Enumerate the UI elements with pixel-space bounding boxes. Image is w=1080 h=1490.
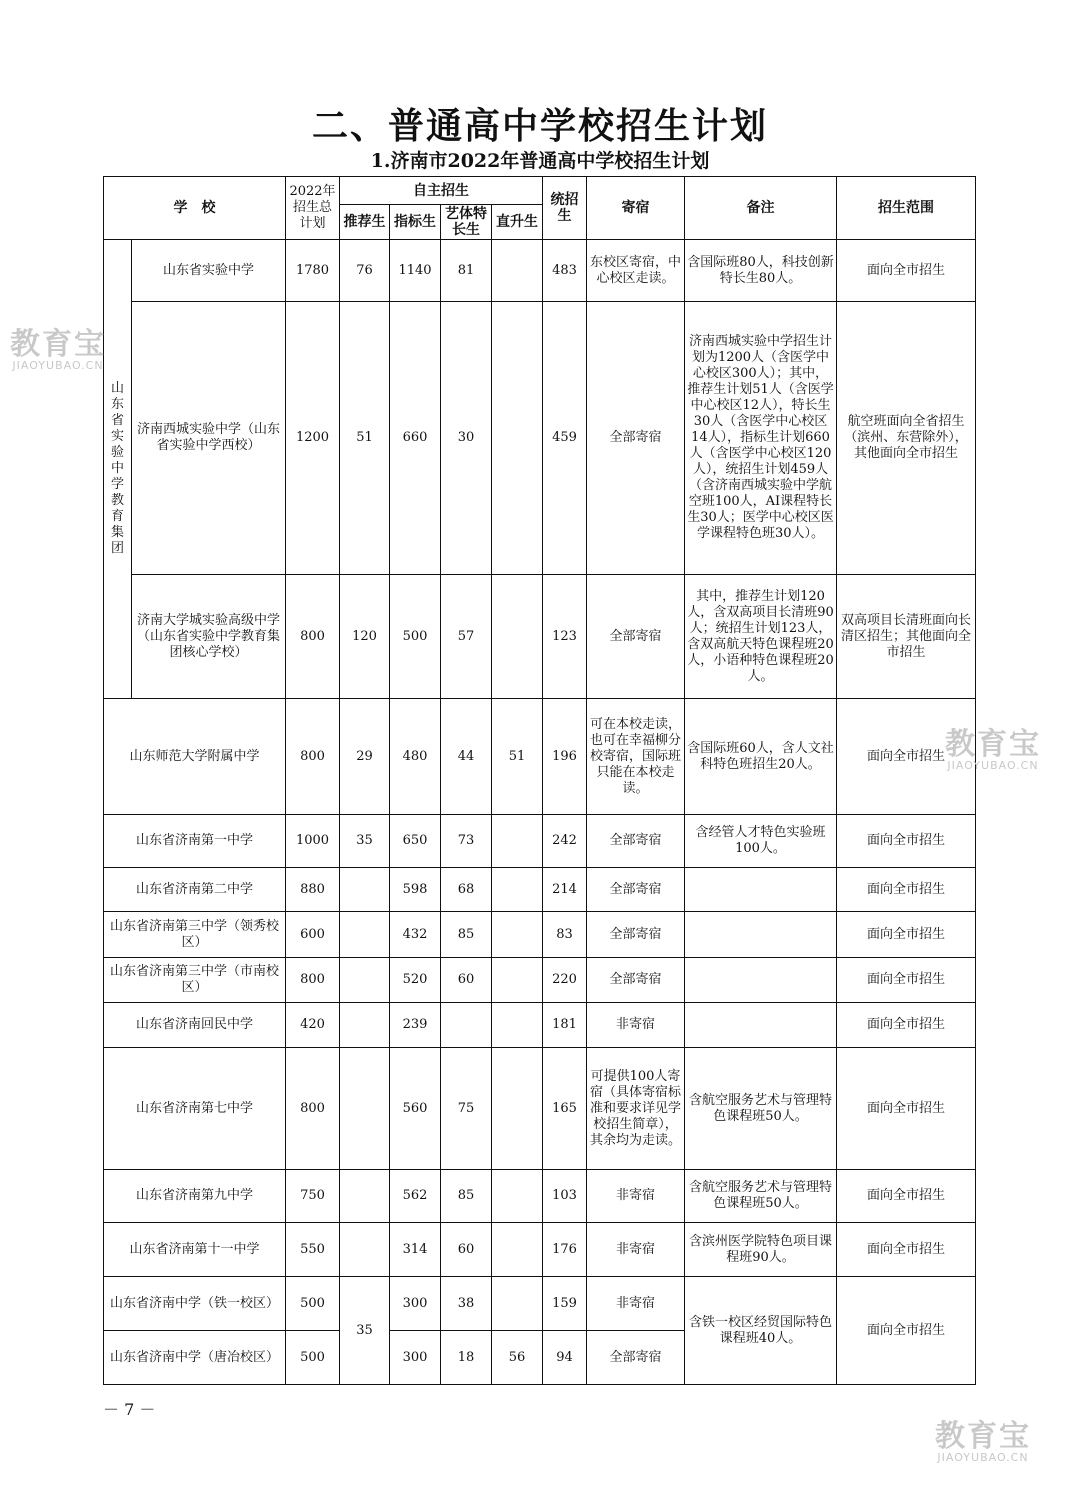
table-row — [104, 240, 976, 302]
dorm-cell: 东校区寄宿，中心校区走读。 — [587, 240, 685, 302]
watermark-domain: JIAOYUBAO.CN — [947, 759, 1039, 772]
quota-cell: 520 — [390, 958, 441, 1003]
dorm-cell: 全部寄宿 — [587, 302, 685, 575]
school-name: 济南大学城实验高级中学（山东省实验中学教育集团核心学校） — [132, 575, 286, 699]
header-recommend: 推荐生 — [340, 205, 390, 240]
school-name: 山东省济南第三中学（市南校区） — [104, 958, 286, 1003]
total-cell: 500 — [286, 1331, 340, 1385]
header-scope: 招生范围 — [837, 177, 976, 240]
dorm-cell: 可提供100人寄宿（具体寄宿标准和要求详见学校招生简章），其余均为走读。 — [587, 1048, 685, 1170]
unified-cell: 103 — [543, 1170, 587, 1223]
scope-cell: 面向全市招生 — [837, 240, 976, 302]
table-row — [104, 1223, 976, 1277]
recommend-cell — [340, 1003, 390, 1048]
table-row — [104, 1003, 976, 1048]
header-autonomous: 自主招生 — [340, 177, 543, 205]
total-cell: 1780 — [286, 240, 340, 302]
quota-cell: 480 — [390, 699, 441, 815]
watermark — [10, 327, 106, 372]
direct-cell — [492, 912, 543, 958]
school-name: 山东省济南第三中学（领秀校区） — [104, 912, 286, 958]
direct-cell: 56 — [492, 1331, 543, 1385]
school-name: 山东师范大学附属中学 — [104, 699, 286, 815]
quota-cell: 598 — [390, 868, 441, 912]
art-cell: 18 — [441, 1331, 492, 1385]
scope-cell: 面向全市招生 — [837, 699, 976, 815]
header-art: 艺体特长生 — [441, 205, 492, 240]
note-cell — [685, 1003, 837, 1048]
scope-cell: 面向全市招生 — [837, 1170, 976, 1223]
scope-cell: 面向全市招生 — [837, 1223, 976, 1277]
dorm-cell: 非寄宿 — [587, 1223, 685, 1277]
note-cell: 含航空服务艺术与管理特色课程班50人。 — [685, 1048, 837, 1170]
quota-cell: 314 — [390, 1223, 441, 1277]
total-cell: 1200 — [286, 302, 340, 575]
recommend-cell — [340, 868, 390, 912]
watermark-brand: 教育宝 — [10, 327, 106, 362]
note-cell: 含国际班60人，含人文社科特色班招生20人。 — [685, 699, 837, 815]
recommend-cell — [340, 1223, 390, 1277]
art-cell: 44 — [441, 699, 492, 815]
quota-cell: 239 — [390, 1003, 441, 1048]
unified-cell: 83 — [543, 912, 587, 958]
page-number: － 7 － — [103, 1400, 156, 1419]
dorm-cell: 非寄宿 — [587, 1277, 685, 1331]
total-cell: 750 — [286, 1170, 340, 1223]
quota-cell: 562 — [390, 1170, 441, 1223]
art-cell: 85 — [441, 912, 492, 958]
art-cell: 60 — [441, 1223, 492, 1277]
quota-cell: 500 — [390, 575, 441, 699]
dorm-cell: 可在本校走读，也可在幸福柳分校寄宿，国际班只能在本校走读。 — [587, 699, 685, 815]
unified-cell: 214 — [543, 868, 587, 912]
unified-cell: 242 — [543, 815, 587, 868]
scope-cell: 面向全市招生 — [837, 958, 976, 1003]
unified-cell: 220 — [543, 958, 587, 1003]
total-cell: 500 — [286, 1277, 340, 1331]
total-cell: 800 — [286, 699, 340, 815]
scope-cell: 航空班面向全省招生（滨州、东营除外），其他面向全市招生 — [837, 302, 976, 575]
total-cell: 550 — [286, 1223, 340, 1277]
table-row — [104, 958, 976, 1003]
school-name: 山东省实验中学 — [132, 240, 286, 302]
total-cell: 880 — [286, 868, 340, 912]
quota-cell: 432 — [390, 912, 441, 958]
table-row — [104, 815, 976, 868]
note-cell: 含航空服务艺术与管理特色课程班50人。 — [685, 1170, 837, 1223]
table-row — [104, 868, 976, 912]
quota-cell: 300 — [390, 1331, 441, 1385]
art-cell: 38 — [441, 1277, 492, 1331]
recommend-cell — [340, 1170, 390, 1223]
scope-cell: 面向全市招生 — [837, 815, 976, 868]
unified-cell: 459 — [543, 302, 587, 575]
note-cell: 含经管人才特色实验班100人。 — [685, 815, 837, 868]
direct-cell — [492, 240, 543, 302]
direct-cell — [492, 1223, 543, 1277]
recommend-cell: 76 — [340, 240, 390, 302]
table-title: 1.济南市2022年普通高中学校招生计划 — [370, 150, 710, 172]
school-name: 山东省济南中学（铁一校区） — [104, 1277, 286, 1331]
table-row — [104, 302, 976, 575]
header-direct: 直升生 — [492, 205, 543, 240]
note-cell: 含国际班80人，科技创新特长生80人。 — [685, 240, 837, 302]
unified-cell: 165 — [543, 1048, 587, 1170]
enrollment-plan-table — [103, 176, 976, 1385]
school-name: 山东省济南中学（唐冶校区） — [104, 1331, 286, 1385]
total-cell: 420 — [286, 1003, 340, 1048]
dorm-cell: 全部寄宿 — [587, 815, 685, 868]
table-row — [104, 912, 976, 958]
header-row-1 — [104, 177, 976, 205]
watermark — [945, 727, 1041, 772]
direct-cell — [492, 1277, 543, 1331]
art-cell: 30 — [441, 302, 492, 575]
note-cell: 含铁一校区经贸国际特色课程班40人。 — [685, 1277, 837, 1385]
unified-cell: 123 — [543, 575, 587, 699]
direct-cell — [492, 868, 543, 912]
group-label: 山东省实验中学教育集团 — [110, 381, 124, 556]
dorm-cell: 全部寄宿 — [587, 868, 685, 912]
direct-cell — [492, 1003, 543, 1048]
group-label-cell — [104, 240, 132, 699]
note-cell — [685, 912, 837, 958]
table-row — [104, 1277, 976, 1331]
recommend-cell: 29 — [340, 699, 390, 815]
dorm-cell: 全部寄宿 — [587, 1331, 685, 1385]
unified-cell: 196 — [543, 699, 587, 815]
note-cell — [685, 958, 837, 1003]
scope-cell: 面向全市招生 — [837, 868, 976, 912]
art-cell: 75 — [441, 1048, 492, 1170]
header-quota: 指标生 — [390, 205, 441, 240]
total-cell: 800 — [286, 575, 340, 699]
art-cell: 85 — [441, 1170, 492, 1223]
dorm-cell: 全部寄宿 — [587, 912, 685, 958]
quota-cell: 300 — [390, 1277, 441, 1331]
art-cell — [441, 1003, 492, 1048]
scope-cell: 面向全市招生 — [837, 1048, 976, 1170]
art-cell: 60 — [441, 958, 492, 1003]
quota-cell: 650 — [390, 815, 441, 868]
recommend-cell: 35 — [340, 1277, 390, 1385]
direct-cell — [492, 1170, 543, 1223]
recommend-cell: 35 — [340, 815, 390, 868]
total-cell: 800 — [286, 1048, 340, 1170]
dorm-cell: 全部寄宿 — [587, 958, 685, 1003]
recommend-cell: 51 — [340, 302, 390, 575]
note-cell: 其中，推荐生计划120人，含双高项目长清班90人；统招生计划123人，含双高航天特色课程班20人，小语种特色课程班20人。 — [685, 575, 837, 699]
header-school: 学 校 — [104, 177, 286, 240]
recommend-cell — [340, 958, 390, 1003]
watermark-brand: 教育宝 — [935, 1419, 1031, 1454]
recommend-cell: 120 — [340, 575, 390, 699]
dorm-cell: 全部寄宿 — [587, 575, 685, 699]
school-name: 山东省济南回民中学 — [104, 1003, 286, 1048]
art-cell: 73 — [441, 815, 492, 868]
dorm-cell: 非寄宿 — [587, 1003, 685, 1048]
art-cell: 57 — [441, 575, 492, 699]
scope-cell: 面向全市招生 — [837, 1277, 976, 1385]
unified-cell: 181 — [543, 1003, 587, 1048]
art-cell: 68 — [441, 868, 492, 912]
direct-cell — [492, 815, 543, 868]
note-cell: 济南西城实验中学招生计划为1200人（含医学中心校区300人）；其中，推荐生计划51人（含医学中心校区12人），特长生30人（含医学中心校区14人），指标生计划660人（含医学中心校区120人），统招生计划459人（含济南西城实验中学航空班100人，AI课程特长生30人；医学中心校区医学课程特色班30人）。 — [685, 302, 837, 575]
header-dorm: 寄宿 — [587, 177, 685, 240]
note-cell: 含滨州医学院特色项目课程班90人。 — [685, 1223, 837, 1277]
table-row — [104, 575, 976, 699]
watermark — [935, 1419, 1031, 1464]
art-cell: 81 — [441, 240, 492, 302]
note-cell — [685, 868, 837, 912]
unified-cell: 176 — [543, 1223, 587, 1277]
quota-cell: 560 — [390, 1048, 441, 1170]
school-name: 山东省济南第七中学 — [104, 1048, 286, 1170]
scope-cell: 面向全市招生 — [837, 912, 976, 958]
recommend-cell — [340, 912, 390, 958]
direct-cell — [492, 1048, 543, 1170]
table-row — [104, 1048, 976, 1170]
school-name: 山东省济南第二中学 — [104, 868, 286, 912]
total-cell: 600 — [286, 912, 340, 958]
header-total: 2022年招生总计划 — [286, 177, 340, 240]
school-name: 山东省济南第一中学 — [104, 815, 286, 868]
unified-cell: 483 — [543, 240, 587, 302]
recommend-cell — [340, 1048, 390, 1170]
unified-cell: 94 — [543, 1331, 587, 1385]
school-name: 济南西城实验中学（山东省实验中学西校） — [132, 302, 286, 575]
header-note: 备注 — [685, 177, 837, 240]
dorm-cell: 非寄宿 — [587, 1170, 685, 1223]
watermark-domain: JIAOYUBAO.CN — [937, 1451, 1029, 1464]
table-row — [104, 1170, 976, 1223]
direct-cell: 51 — [492, 699, 543, 815]
direct-cell — [492, 302, 543, 575]
school-name: 山东省济南第九中学 — [104, 1170, 286, 1223]
school-name: 山东省济南第十一中学 — [104, 1223, 286, 1277]
watermark-domain: JIAOYUBAO.CN — [12, 359, 104, 372]
scope-cell: 面向全市招生 — [837, 1003, 976, 1048]
quota-cell: 660 — [390, 302, 441, 575]
table-row — [104, 699, 976, 815]
watermark-brand: 教育宝 — [945, 727, 1041, 762]
scope-cell: 双高项目长清班面向长清区招生；其他面向全市招生 — [837, 575, 976, 699]
header-unified: 统招生 — [543, 177, 587, 240]
direct-cell — [492, 958, 543, 1003]
page-title: 二、普通高中学校招生计划 — [311, 105, 768, 147]
total-cell: 800 — [286, 958, 340, 1003]
total-cell: 1000 — [286, 815, 340, 868]
quota-cell: 1140 — [390, 240, 441, 302]
direct-cell — [492, 575, 543, 699]
unified-cell: 159 — [543, 1277, 587, 1331]
